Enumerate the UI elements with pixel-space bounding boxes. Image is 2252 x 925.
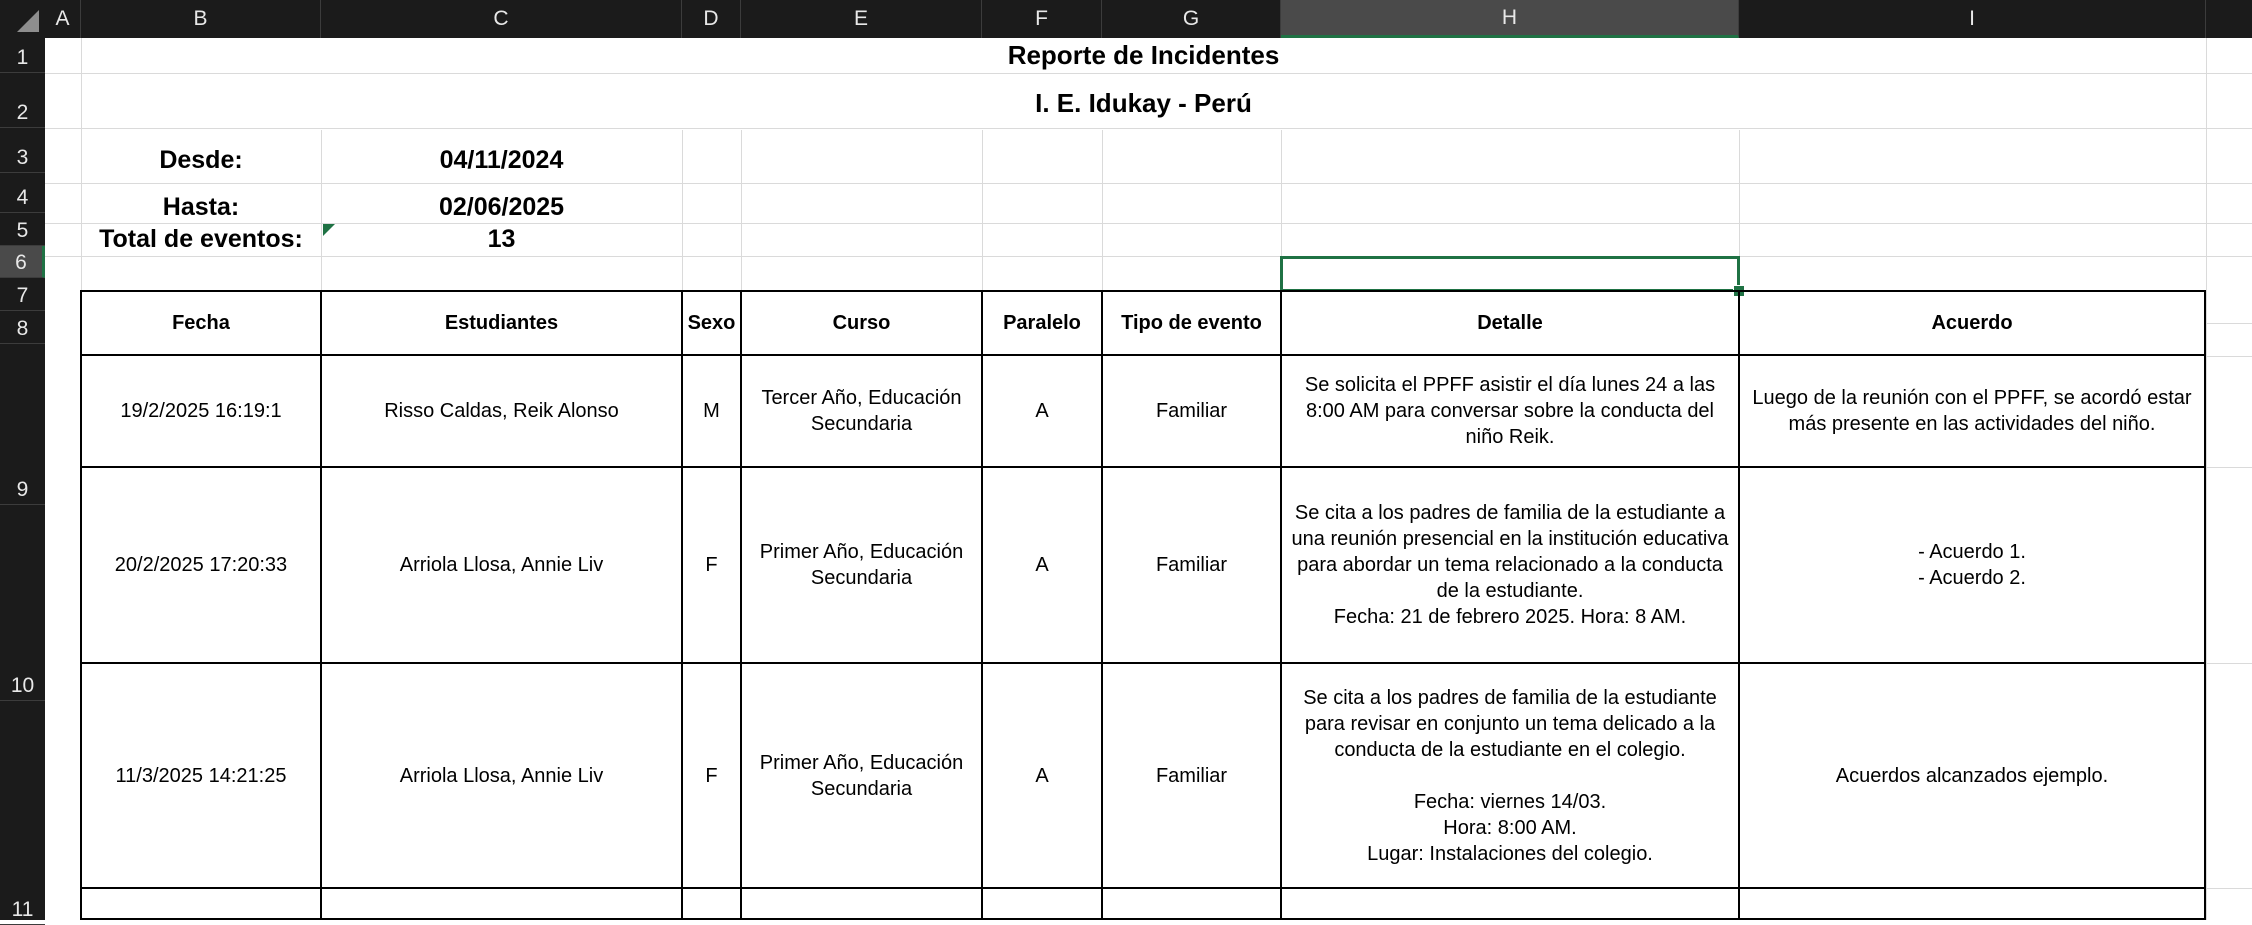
hasta-label[interactable]: Hasta: bbox=[162, 192, 240, 221]
cell-sexo[interactable]: M bbox=[703, 400, 720, 422]
cell-acuerdo[interactable]: Acuerdos alcanzados ejemplo. bbox=[1835, 764, 2109, 787]
column-header-b[interactable]: B bbox=[81, 0, 321, 38]
header-estudiantes[interactable]: Estudiantes bbox=[444, 311, 559, 334]
cell-estudiante[interactable]: Arriola Llosa, Annie Liv bbox=[399, 554, 604, 576]
column-header-bar bbox=[0, 0, 2252, 38]
column-header-i[interactable]: I bbox=[1739, 0, 2206, 38]
row-header-8[interactable]: 8 bbox=[0, 311, 45, 344]
row-header-bar bbox=[0, 38, 45, 920]
cell-fecha[interactable]: 11/3/2025 14:21:25 bbox=[115, 764, 287, 787]
header-curso[interactable]: Curso bbox=[832, 311, 891, 334]
total-value[interactable]: 13 bbox=[487, 225, 516, 253]
cell-acuerdo[interactable]: - Acuerdo 1. - Acuerdo 2. bbox=[1918, 541, 2026, 589]
cell-estudiante[interactable]: Arriola Llosa, Annie Liv bbox=[399, 764, 604, 787]
cell-tipo-evento[interactable]: Familiar bbox=[1155, 764, 1228, 787]
cell-fecha[interactable]: 20/2/2025 17:20:33 bbox=[114, 554, 288, 576]
column-header-g[interactable]: G bbox=[1102, 0, 1281, 38]
desde-value[interactable]: 04/11/2024 bbox=[439, 146, 564, 174]
cell-acuerdo[interactable]: Luego de la reunión con el PPFF, se acordó estar más presente en las actividades del niño. bbox=[1752, 387, 2192, 435]
total-label[interactable]: Total de eventos: bbox=[99, 225, 303, 253]
row-header-2[interactable]: 2 bbox=[0, 73, 45, 128]
header-sexo[interactable]: Sexo bbox=[687, 311, 736, 334]
cell-sexo[interactable]: F bbox=[705, 554, 718, 576]
row-header-10[interactable]: 10 bbox=[0, 505, 45, 701]
column-header-f[interactable]: F bbox=[982, 0, 1102, 38]
row-header-7[interactable]: 7 bbox=[0, 278, 45, 311]
header-fecha[interactable]: Fecha bbox=[172, 311, 230, 334]
desde-label[interactable]: Desde: bbox=[159, 146, 243, 174]
column-header-a[interactable]: A bbox=[45, 0, 81, 38]
column-header-c[interactable]: C bbox=[321, 0, 682, 38]
cell-paralelo[interactable]: A bbox=[1035, 554, 1049, 576]
row-header-11[interactable]: 11 bbox=[0, 701, 45, 925]
cell-tipo-evento[interactable]: Familiar bbox=[1155, 554, 1228, 576]
report-title[interactable]: Reporte de Incidentes bbox=[1007, 40, 1280, 70]
column-header-e[interactable]: E bbox=[741, 0, 982, 38]
cell-curso[interactable]: Primer Año, Educación Secundaria bbox=[759, 541, 964, 589]
row-header-5[interactable]: 5 bbox=[0, 213, 45, 246]
cell-detalle[interactable]: Se cita a los padres de familia de la estudiante para revisar en conjunto un tema delicado a la conducta de la estudiante en el colegio. Fecha: viernes 14/03. Hora: 8:00 AM. Lugar: Instalaciones del colegio. bbox=[1303, 686, 1717, 865]
column-header-h[interactable]: H bbox=[1281, 0, 1739, 38]
header-tipo-evento[interactable]: Tipo de evento bbox=[1121, 311, 1262, 334]
header-detalle[interactable]: Detalle bbox=[1477, 311, 1543, 334]
select-all-icon bbox=[17, 10, 39, 32]
row-header-3[interactable]: 3 bbox=[0, 128, 45, 173]
error-indicator-icon bbox=[323, 224, 335, 236]
selected-cell-h6[interactable] bbox=[1280, 256, 1740, 292]
cell-sexo[interactable]: F bbox=[705, 764, 718, 787]
cell-detalle[interactable]: Se solicita el PPFF asistir el día lunes 24 a las 8:00 AM para conversar sobre la conducta del niño Reik. bbox=[1304, 374, 1716, 448]
header-acuerdo[interactable]: Acuerdo bbox=[1931, 311, 2013, 334]
cell-paralelo[interactable]: A bbox=[1035, 400, 1049, 422]
institution-name[interactable]: I. E. Idukay - Perú bbox=[1035, 88, 1252, 118]
row-header-9[interactable]: 9 bbox=[0, 344, 45, 505]
select-all-corner[interactable] bbox=[0, 0, 45, 38]
cell-fecha[interactable]: 19/2/2025 16:19:1 bbox=[120, 400, 282, 422]
hasta-value[interactable]: 02/06/2025 bbox=[438, 192, 565, 221]
header-paralelo[interactable]: Paralelo bbox=[1003, 311, 1081, 334]
cell-detalle[interactable]: Se cita a los padres de familia de la estudiante a una reunión presencial en la institución educativa para abordar un tema relacionado a la conducta de la estudiante. Fecha: 21 de febrero 2025. Hora: 8 AM. bbox=[1291, 502, 1729, 628]
cell-paralelo[interactable]: A bbox=[1035, 764, 1049, 787]
cell-curso[interactable]: Primer Año, Educación Secundaria bbox=[759, 751, 964, 800]
column-header-d[interactable]: D bbox=[682, 0, 741, 38]
row-header-1[interactable]: 1 bbox=[0, 38, 45, 73]
row-header-4[interactable]: 4 bbox=[0, 173, 45, 213]
cell-tipo-evento[interactable]: Familiar bbox=[1155, 400, 1228, 422]
cell-estudiante[interactable]: Risso Caldas, Reik Alonso bbox=[384, 400, 619, 422]
row-header-6[interactable]: 6 bbox=[0, 246, 45, 278]
cell-curso[interactable]: Tercer Año, Educación Secundaria bbox=[761, 387, 962, 435]
